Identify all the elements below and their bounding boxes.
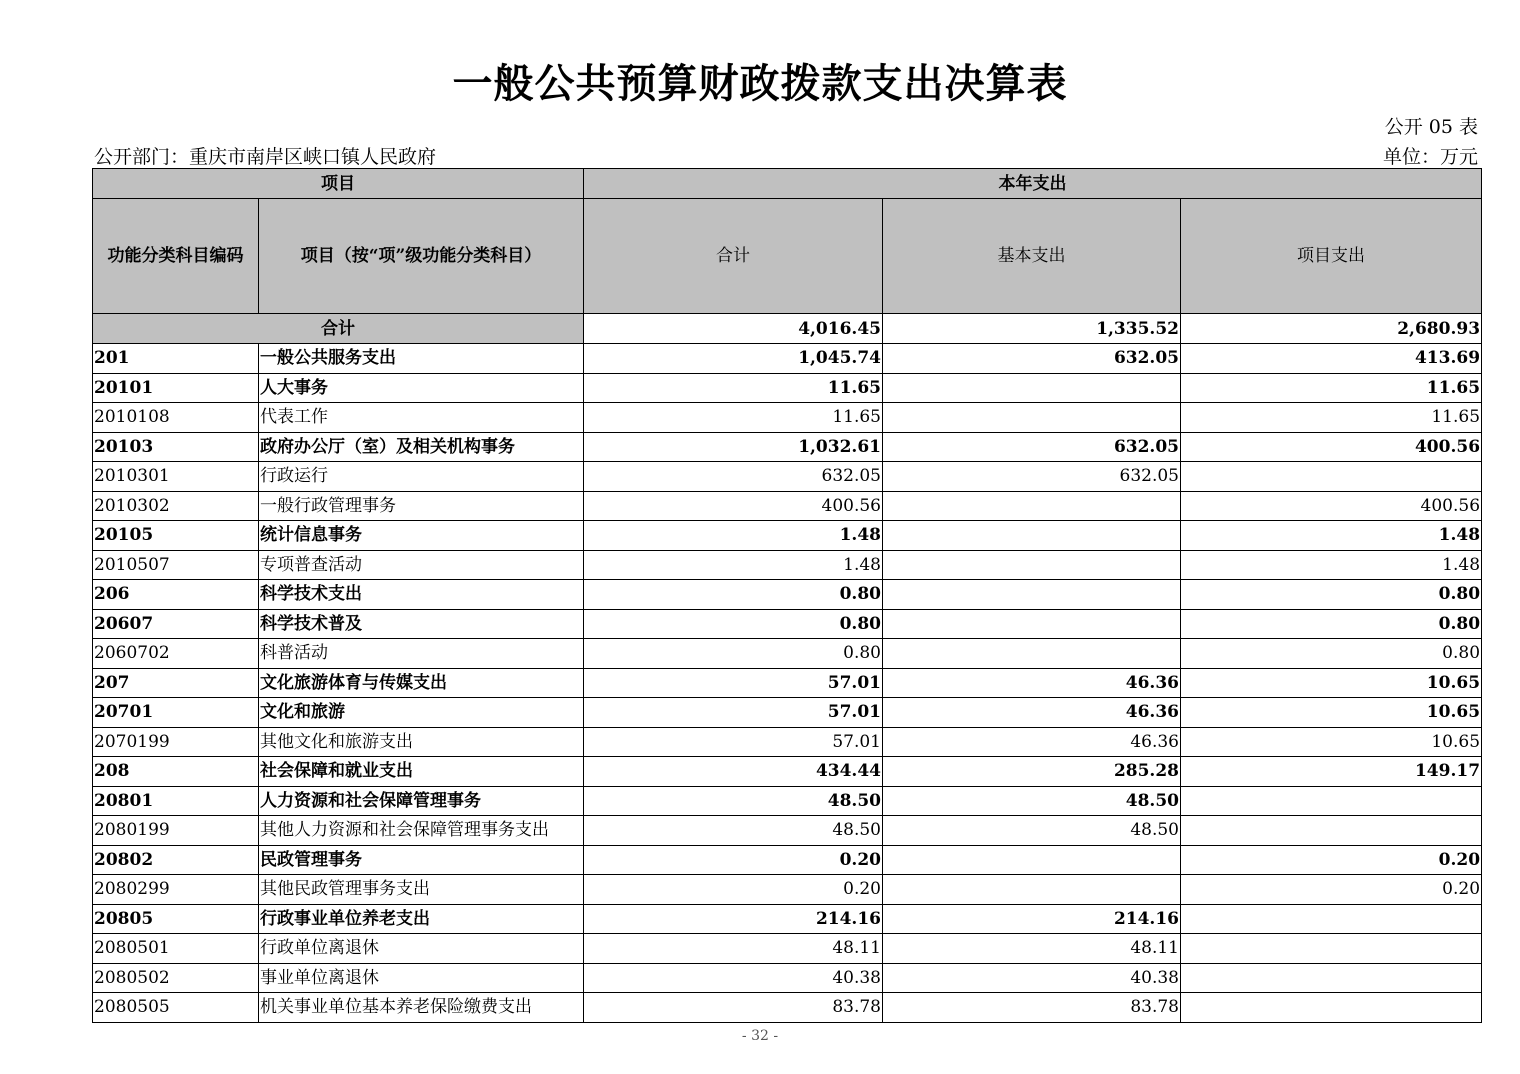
cell-code: 2010507 [93,550,259,580]
cell-basic [883,491,1181,521]
total-label: 合计 [93,314,584,344]
cell-code: 2010301 [93,462,259,492]
total-row [93,314,1482,344]
cell-total: 0.20 [584,875,883,905]
cell-name: 民政管理事务 [259,845,584,875]
cell-project [1181,786,1482,816]
cell-basic [883,845,1181,875]
cell-name: 行政单位离退休 [259,934,584,964]
cell-code: 20802 [93,845,259,875]
cell-total: 0.20 [584,845,883,875]
cell-project [1181,462,1482,492]
cell-code: 2010302 [93,491,259,521]
table-row [93,521,1482,551]
cell-name: 文化和旅游 [259,698,584,728]
page-title: 一般公共预算财政拨款支出决算表 [452,60,1068,107]
cell-code: 201 [93,344,259,374]
cell-name: 代表工作 [259,403,584,433]
cell-name: 一般行政管理事务 [259,491,584,521]
table-row [93,344,1482,374]
cell-project: 10.65 [1181,727,1482,757]
cell-project: 400.56 [1181,432,1482,462]
cell-basic [883,875,1181,905]
cell-code: 2080502 [93,963,259,993]
expenditure-table [92,168,1482,1023]
cell-basic: 48.11 [883,934,1181,964]
header-basic: 基本支出 [883,199,1181,314]
cell-code: 20801 [93,786,259,816]
cell-basic: 83.78 [883,993,1181,1023]
cell-code: 2080199 [93,816,259,846]
cell-name: 人力资源和社会保障管理事务 [259,786,584,816]
cell-name: 其他人力资源和社会保障管理事务支出 [259,816,584,846]
cell-project: 400.56 [1181,491,1482,521]
table-row [93,786,1482,816]
cell-project [1181,963,1482,993]
cell-total: 1.48 [584,521,883,551]
cell-name: 行政运行 [259,462,584,492]
cell-code: 20105 [93,521,259,551]
cell-name: 统计信息事务 [259,521,584,551]
table-row [93,639,1482,669]
table-row [93,403,1482,433]
cell-total: 57.01 [584,668,883,698]
table-row [93,609,1482,639]
header-row-2 [93,199,1482,314]
cell-total: 400.56 [584,491,883,521]
cell-basic: 46.36 [883,668,1181,698]
cell-name: 行政事业单位养老支出 [259,904,584,934]
cell-total: 0.80 [584,609,883,639]
cell-project: 10.65 [1181,698,1482,728]
cell-name: 其他民政管理事务支出 [259,875,584,905]
cell-code: 2080299 [93,875,259,905]
cell-total: 11.65 [584,373,883,403]
table-row [93,462,1482,492]
cell-total: 40.38 [584,963,883,993]
cell-total: 11.65 [584,403,883,433]
cell-code: 2080501 [93,934,259,964]
cell-total: 632.05 [584,462,883,492]
cell-project: 10.65 [1181,668,1482,698]
cell-code: 208 [93,757,259,787]
total-sum: 4,016.45 [584,314,883,344]
cell-basic: 48.50 [883,786,1181,816]
cell-basic: 632.05 [883,432,1181,462]
cell-name: 人大事务 [259,373,584,403]
cell-project: 0.20 [1181,845,1482,875]
cell-project: 11.65 [1181,403,1482,433]
cell-project: 1.48 [1181,521,1482,551]
cell-total: 48.50 [584,816,883,846]
cell-name: 机关事业单位基本养老保险缴费支出 [259,993,584,1023]
total-basic: 1,335.52 [883,314,1181,344]
cell-total: 83.78 [584,993,883,1023]
cell-total: 214.16 [584,904,883,934]
cell-name: 文化旅游体育与传媒支出 [259,668,584,698]
cell-code: 20805 [93,904,259,934]
cell-basic: 48.50 [883,816,1181,846]
cell-total: 1,032.61 [584,432,883,462]
cell-basic [883,550,1181,580]
table-row [93,934,1482,964]
unit-label: 单位：万元 [1382,146,1478,168]
cell-basic: 632.05 [883,462,1181,492]
cell-project [1181,934,1482,964]
table-body [93,344,1482,1023]
table-row [93,875,1482,905]
header-code: 功能分类科目编码 [93,199,259,314]
cell-code: 2070199 [93,727,259,757]
cell-project: 1.48 [1181,550,1482,580]
table-row [93,698,1482,728]
table-number: 公开 05 表 [1384,116,1478,138]
cell-project [1181,904,1482,934]
cell-project: 0.80 [1181,609,1482,639]
cell-basic [883,403,1181,433]
header-row-1 [93,169,1482,199]
cell-code: 2060702 [93,639,259,669]
table-row [93,550,1482,580]
cell-total: 1.48 [584,550,883,580]
table-row [93,580,1482,610]
cell-project [1181,816,1482,846]
cell-project: 0.80 [1181,639,1482,669]
cell-name: 事业单位离退休 [259,963,584,993]
table-row [93,993,1482,1023]
cell-project [1181,993,1482,1023]
cell-name: 科学技术普及 [259,609,584,639]
cell-project: 0.80 [1181,580,1482,610]
table-row [93,963,1482,993]
cell-code: 20101 [93,373,259,403]
cell-name: 一般公共服务支出 [259,344,584,374]
cell-total: 57.01 [584,727,883,757]
table-row [93,904,1482,934]
cell-code: 20607 [93,609,259,639]
cell-code: 2080505 [93,993,259,1023]
cell-name: 专项普查活动 [259,550,584,580]
page-number: - 32 - [741,1028,779,1044]
cell-name: 其他文化和旅游支出 [259,727,584,757]
cell-basic: 40.38 [883,963,1181,993]
cell-name: 科学技术支出 [259,580,584,610]
cell-code: 206 [93,580,259,610]
cell-total: 57.01 [584,698,883,728]
cell-project: 0.20 [1181,875,1482,905]
header-item: 项目 [93,169,584,199]
table-row [93,373,1482,403]
total-project: 2,680.93 [1181,314,1482,344]
cell-code: 20701 [93,698,259,728]
cell-basic [883,609,1181,639]
cell-name: 政府办公厅（室）及相关机构事务 [259,432,584,462]
cell-basic: 46.36 [883,698,1181,728]
department-label: 公开部门：重庆市南岸区峡口镇人民政府 [94,146,437,168]
cell-name: 科普活动 [259,639,584,669]
cell-basic [883,639,1181,669]
cell-project: 149.17 [1181,757,1482,787]
cell-total: 434.44 [584,757,883,787]
table-row [93,845,1482,875]
table-row [93,432,1482,462]
cell-basic: 214.16 [883,904,1181,934]
table-row [93,816,1482,846]
cell-total: 48.11 [584,934,883,964]
table-row [93,491,1482,521]
cell-code: 20103 [93,432,259,462]
cell-basic: 285.28 [883,757,1181,787]
cell-project: 413.69 [1181,344,1482,374]
cell-code: 2010108 [93,403,259,433]
cell-total: 48.50 [584,786,883,816]
cell-basic [883,373,1181,403]
table-row [93,727,1482,757]
cell-basic [883,580,1181,610]
cell-total: 0.80 [584,639,883,669]
cell-name: 社会保障和就业支出 [259,757,584,787]
header-name: 项目（按“项”级功能分类科目） [259,199,584,314]
table-row [93,757,1482,787]
cell-code: 207 [93,668,259,698]
header-expense: 本年支出 [584,169,1482,199]
cell-basic [883,521,1181,551]
cell-basic: 46.36 [883,727,1181,757]
table-row [93,668,1482,698]
header-project: 项目支出 [1181,199,1482,314]
cell-total: 0.80 [584,580,883,610]
cell-total: 1,045.74 [584,344,883,374]
cell-basic: 632.05 [883,344,1181,374]
header-total: 合计 [584,199,883,314]
cell-project: 11.65 [1181,373,1482,403]
